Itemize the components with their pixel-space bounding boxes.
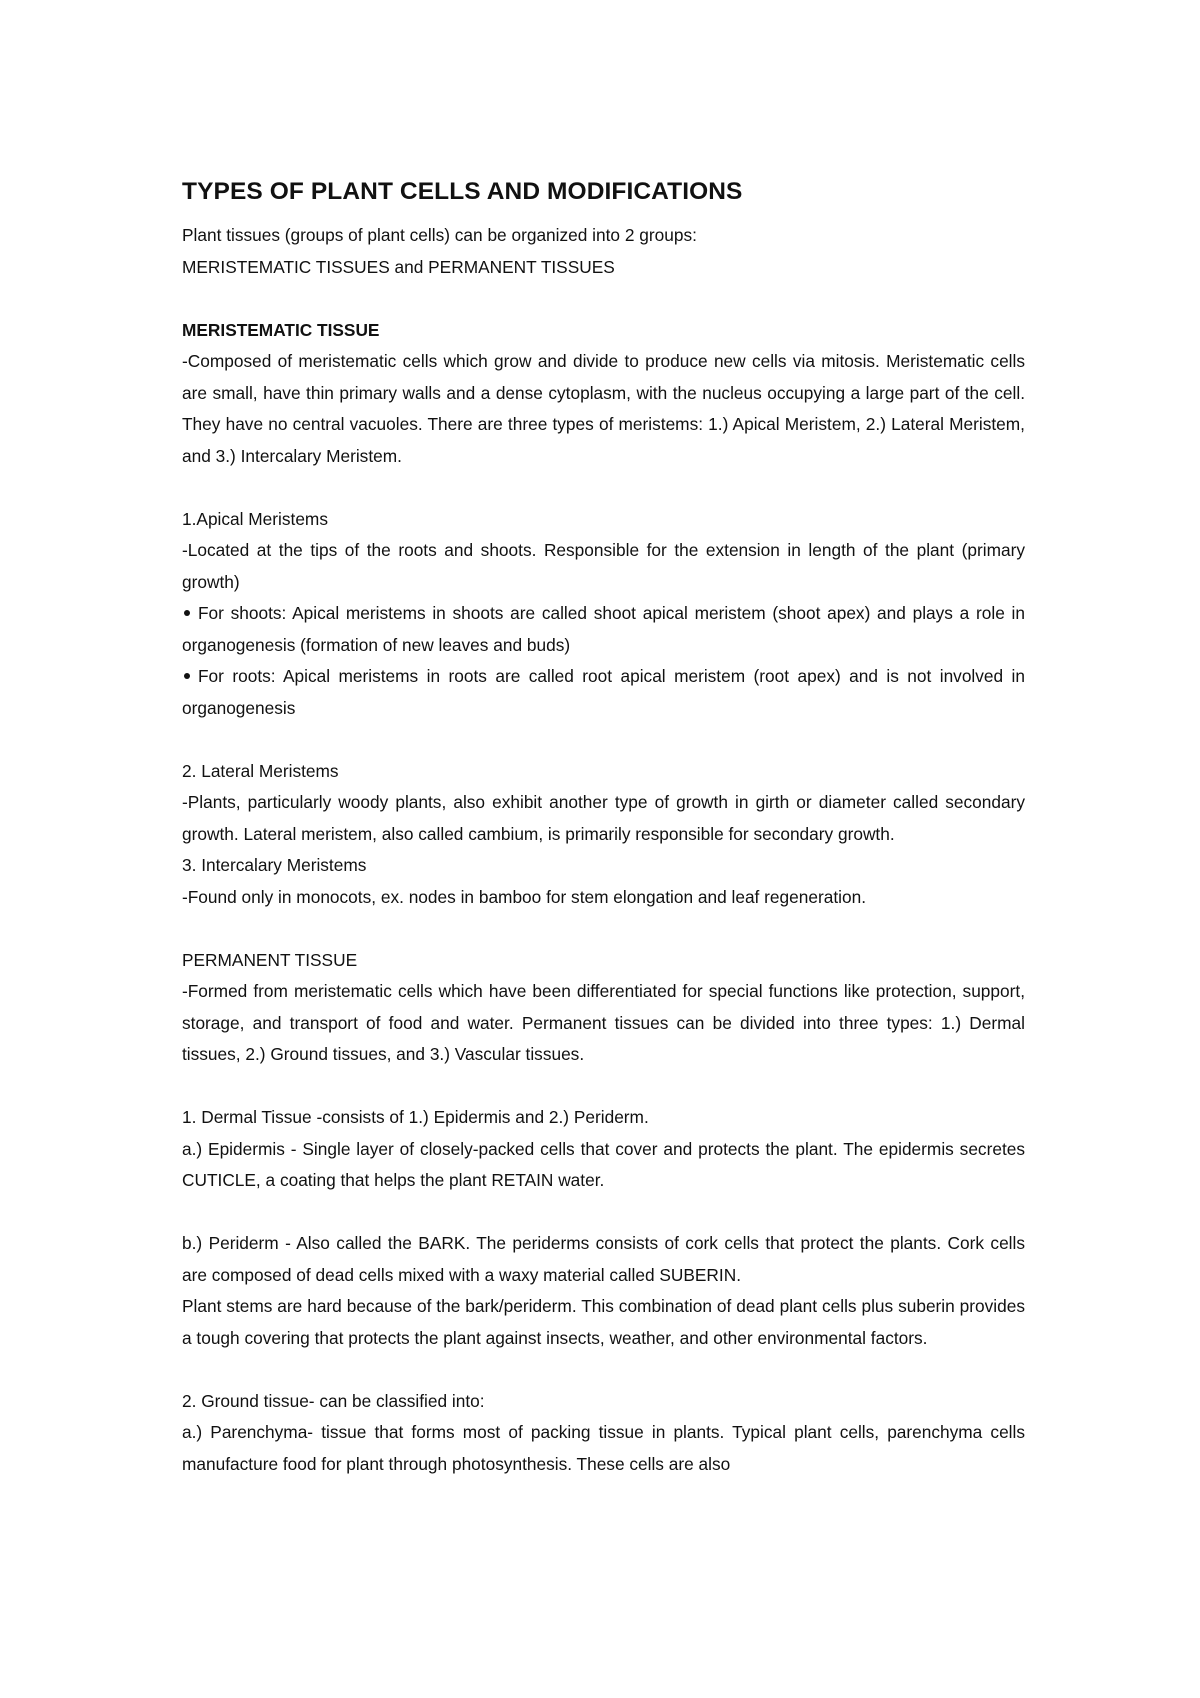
spacer xyxy=(182,724,1025,756)
meristematic-heading: MERISTEMATIC TISSUE xyxy=(182,319,380,340)
bullet-icon xyxy=(184,673,190,679)
permanent-body: -Formed from meristematic cells which have been differentiated for special functions like protection, support, storage, and transport of food and water. Permanent tissues can be divided into three types: 1.) Dermal tissues, 2.) Ground tissues, and 3.) Vascular tissues. xyxy=(182,981,1025,1064)
apical-body: -Located at the tips of the roots and shoots. Responsible for the extension in length of the plant (primary growth) xyxy=(182,540,1025,592)
bullet-text: For shoots: Apical meristems in shoots are called shoot apical meristem (shoot apex) and plays a role in organogenesis (formation of new leaves and buds) xyxy=(182,603,1025,655)
epidermis-paragraph: a.) Epidermis - Single layer of closely-packed cells that cover and protects the plant. The epidermis secretes CUTICLE, a coating that helps the plant RETAIN water. xyxy=(182,1138,1025,1190)
ground-heading: 2. Ground tissue- can be classified into: xyxy=(182,1390,485,1411)
spacer xyxy=(182,283,1025,315)
lateral-heading: 2. Lateral Meristems xyxy=(182,760,339,781)
bullet-icon xyxy=(184,610,190,616)
spacer xyxy=(182,472,1025,504)
spacer xyxy=(182,1071,1025,1103)
plant-stems-paragraph: Plant stems are hard because of the bark/periderm. This combination of dead plant cells plus suberin provides a tough covering that protects the plant against insects, weather, and other environmental factors. xyxy=(182,1296,1025,1348)
apical-bullet-roots xyxy=(182,661,1025,724)
spacer xyxy=(182,913,1025,945)
bullet-text: For roots: Apical meristems in roots are called root apical meristem (root apex) and is not involved in organogenesis xyxy=(182,666,1025,718)
parenchyma-paragraph: a.) Parenchyma- tissue that forms most of packing tissue in plants. Typical plant cells, parenchyma cells manufacture food for plant through photosynthesis. These cells are also xyxy=(182,1422,1025,1474)
apical-bullet-shoots xyxy=(182,598,1025,661)
document-title: TYPES OF PLANT CELLS AND MODIFICATIONS xyxy=(182,178,743,205)
lateral-body: -Plants, particularly woody plants, also exhibit another type of growth in girth or diameter called secondary growth. Lateral meristem, also called cambium, is primarily responsible for secondary growth. xyxy=(182,792,1025,844)
meristematic-body: -Composed of meristematic cells which grow and divide to produce new cells via mitosis. Meristematic cells are small, have thin primary walls and a dense cytoplasm, with the nucleus occupying a large part of the cell. They have no central vacuoles. There are three types of meristems: 1.) Apical Meristem, 2.) Lateral Meristem, and 3.) Intercalary Meristem. xyxy=(182,351,1025,466)
intercalary-body: -Found only in monocots, ex. nodes in bamboo for stem elongation and leaf regeneration. xyxy=(182,886,866,907)
dermal-heading: 1. Dermal Tissue -consists of 1.) Epidermis and 2.) Periderm. xyxy=(182,1107,649,1127)
intro-line: Plant tissues (groups of plant cells) can be organized into 2 groups: xyxy=(182,225,697,245)
intro-groups-line: MERISTEMATIC TISSUES and PERMANENT TISSUES xyxy=(182,256,615,277)
intercalary-heading: 3. Intercalary Meristems xyxy=(182,855,367,875)
document-page xyxy=(182,176,1025,1480)
spacer xyxy=(182,1354,1025,1386)
spacer xyxy=(182,1197,1025,1229)
permanent-heading: PERMANENT TISSUE xyxy=(182,949,358,970)
apical-heading: 1.Apical Meristems xyxy=(182,508,328,529)
periderm-paragraph: b.) Periderm - Also called the BARK. The periderms consists of cork cells that protect the plants. Cork cells are composed of dead cells mixed with a waxy material called SUBERIN. xyxy=(182,1233,1025,1285)
